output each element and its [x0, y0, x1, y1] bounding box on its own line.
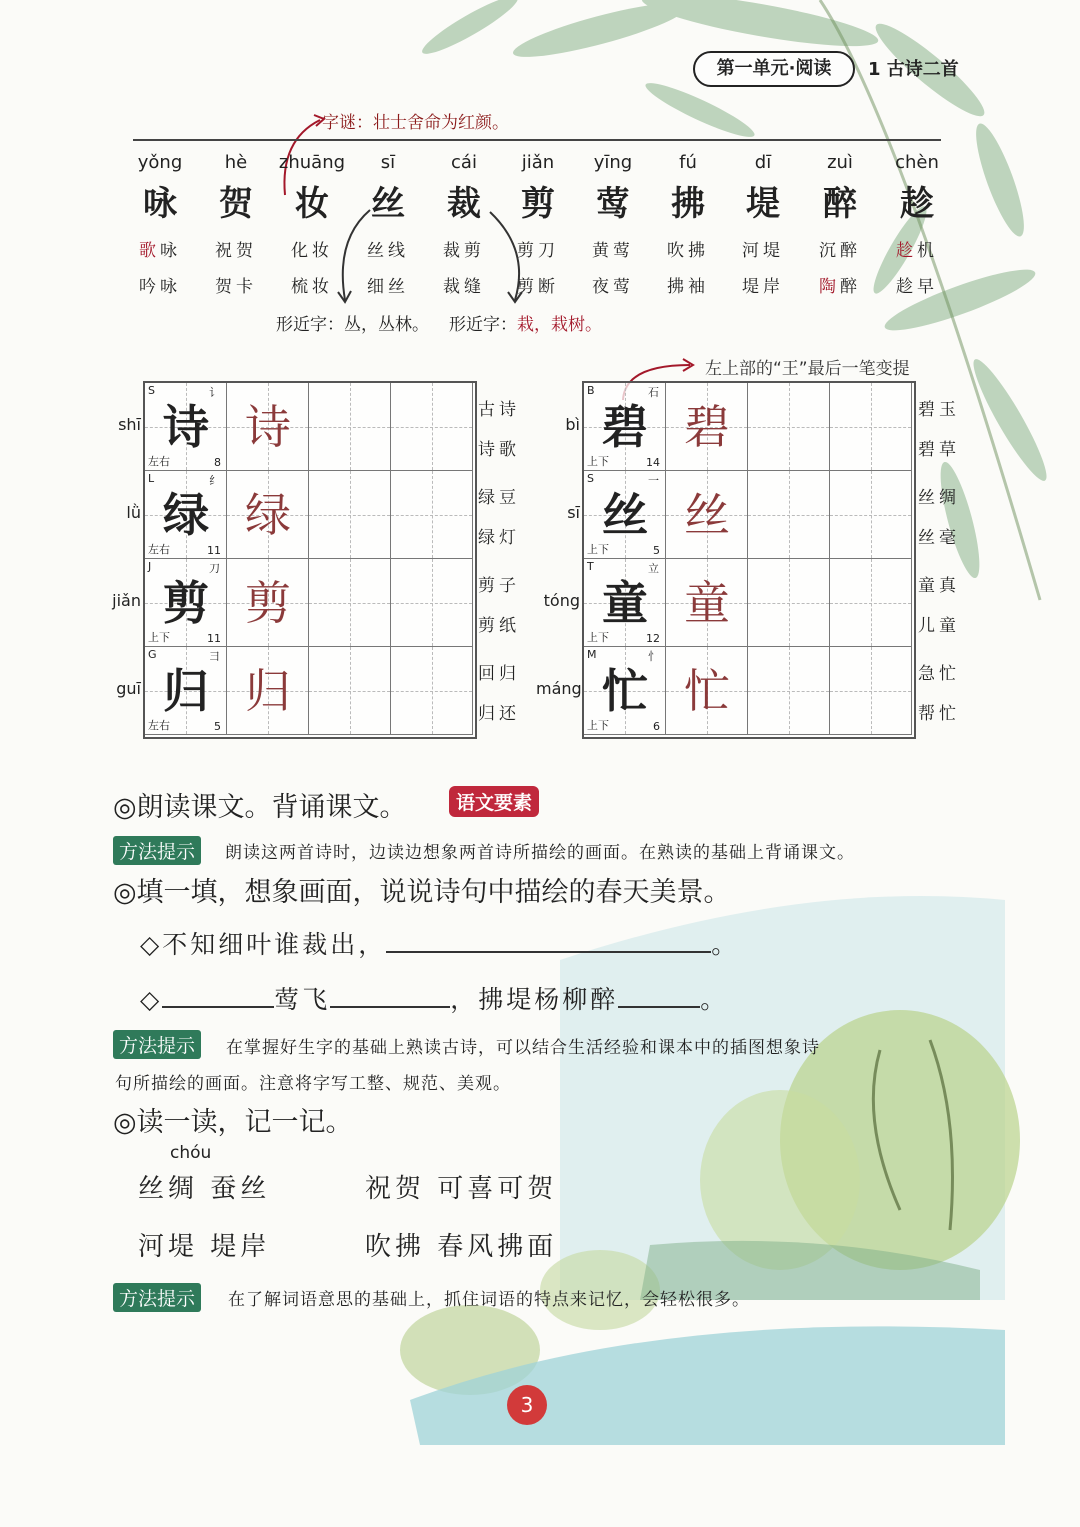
trace-char: 丝 — [684, 488, 730, 542]
practice-word: 帮忙 — [918, 704, 960, 724]
fill-line-1 — [140, 925, 739, 961]
practice-word: 绿豆 — [478, 488, 520, 508]
stroke-count: 5 — [653, 544, 660, 557]
word-red: 趁机 — [896, 241, 938, 261]
char-structure: 左右 — [148, 455, 170, 468]
index-letter: M — [587, 648, 597, 661]
fill-prefix: ◇ — [140, 985, 163, 1014]
fill-mid: 莺飞 — [274, 985, 331, 1014]
pinyin: yīng — [593, 152, 633, 173]
trace-char: 剪 — [245, 576, 291, 630]
char-pinyin: bì — [565, 415, 580, 434]
char-structure: 上下 — [587, 719, 609, 732]
similar-char-note-b — [449, 310, 602, 335]
word: 梳妆 — [291, 277, 333, 297]
note-chars: 丛，丛林。 — [344, 315, 429, 335]
new-char: 莺 — [596, 184, 630, 224]
word: 贺卡 — [215, 277, 257, 297]
pinyin: sī — [380, 152, 396, 173]
char-pinyin: máng — [536, 679, 582, 698]
word-red: 陶醉 — [819, 277, 861, 297]
note-label: 形近字： — [276, 315, 344, 335]
practice-cell[interactable] — [309, 383, 391, 471]
practice-word: 回归 — [478, 664, 520, 684]
pinyin: jiǎn — [521, 152, 555, 173]
index-letter: S — [148, 384, 155, 397]
radical: 一 — [648, 474, 659, 487]
char-pinyin: jiǎn — [112, 591, 141, 610]
vocab-group: 祝贺 可喜可贺 — [365, 1174, 558, 1204]
word: 吹拂 — [667, 241, 709, 261]
model-char-cell — [145, 559, 227, 647]
char-structure: 左右 — [148, 543, 170, 556]
index-letter: G — [148, 648, 157, 661]
method-tip-text: 在了解词语意思的基础上，抓住词语的特点来记忆，会轻松很多。 — [228, 1290, 750, 1310]
new-char: 剪 — [521, 184, 555, 224]
stroke-count: 6 — [653, 720, 660, 733]
radical: 立 — [648, 562, 659, 575]
word: 裁剪 — [443, 241, 485, 261]
note-label: 形近字： — [449, 315, 517, 335]
practice-word: 碧玉 — [918, 400, 960, 420]
word: 细丝 — [367, 277, 409, 297]
answer-blank[interactable] — [618, 984, 700, 1008]
trace-char-cell — [227, 471, 309, 559]
trace-char: 归 — [245, 664, 291, 718]
model-char: 忙 — [602, 664, 648, 718]
practice-cell[interactable] — [391, 647, 473, 735]
trace-char-cell — [227, 559, 309, 647]
answer-blank[interactable] — [330, 984, 450, 1008]
model-char: 碧 — [602, 400, 648, 454]
stroke-count: 5 — [214, 720, 221, 733]
pinyin: fú — [679, 152, 697, 173]
practice-word: 碧草 — [918, 440, 960, 460]
new-char: 堤 — [746, 184, 780, 224]
method-tip-text-cont: 句所描绘的画面。注意将字写工整、规范、美观。 — [115, 1074, 511, 1094]
radical: 刀 — [209, 562, 220, 575]
fill-mid: ，拂堤杨柳醉 — [450, 985, 619, 1014]
stroke-count: 11 — [207, 544, 221, 557]
char-structure: 上下 — [587, 631, 609, 644]
answer-blank[interactable] — [162, 984, 274, 1008]
char-pinyin: sī — [567, 503, 580, 522]
trace-char: 忙 — [684, 664, 730, 718]
index-letter: S — [587, 472, 594, 485]
practice-cell[interactable] — [391, 383, 473, 471]
fill-prefix: ◇不知细叶谁裁出， — [140, 930, 387, 959]
trace-char-cell — [227, 383, 309, 471]
activity-read-recite-title: ◎朗读课文。背诵课文。 — [113, 792, 407, 823]
trace-char-cell — [666, 559, 748, 647]
model-char-cell — [145, 647, 227, 735]
method-tip-text: 在掌握好生字的基础上熟读古诗，可以结合生活经验和课本中的插图想象诗 — [226, 1038, 820, 1058]
practice-cell[interactable] — [830, 559, 912, 647]
char-structure: 左右 — [148, 719, 170, 732]
char-structure: 上下 — [587, 543, 609, 556]
fill-end: 。 — [700, 985, 729, 1014]
pinyin: chèn — [895, 152, 939, 173]
radical: 纟 — [209, 474, 220, 487]
trace-char: 绿 — [245, 488, 291, 542]
model-char-cell — [145, 471, 227, 559]
word: 堤岸 — [742, 277, 784, 297]
method-tip-label: 方法提示 — [113, 1030, 201, 1059]
model-char: 诗 — [163, 400, 209, 454]
char-pinyin: tóng — [543, 591, 580, 610]
new-char: 拂 — [671, 184, 705, 224]
word: 剪断 — [517, 277, 559, 297]
word: 沉醉 — [819, 241, 861, 261]
word: 裁缝 — [443, 277, 485, 297]
index-letter: T — [587, 560, 594, 573]
fill-line-2 — [140, 980, 728, 1016]
similar-char-note-a — [276, 310, 429, 335]
trace-char-cell — [666, 383, 748, 471]
word: 趁早 — [896, 277, 938, 297]
new-char: 丝 — [371, 184, 405, 224]
word-red-part: 趁 — [896, 241, 917, 261]
index-letter: L — [148, 472, 155, 485]
radical: 忄 — [648, 650, 659, 663]
note-chars: 栽，栽树。 — [517, 315, 602, 335]
practice-word: 童真 — [918, 576, 960, 596]
pinyin: zuì — [827, 152, 853, 173]
method-tip-label: 方法提示 — [113, 836, 201, 865]
practice-cell[interactable] — [830, 647, 912, 735]
vocab-group: 丝绸 蚕丝 — [138, 1174, 271, 1204]
practice-word: 丝毫 — [918, 528, 960, 548]
practice-word: 剪纸 — [478, 616, 520, 636]
new-char: 醉 — [823, 184, 857, 224]
practice-cell[interactable] — [391, 559, 473, 647]
new-char: 贺 — [219, 184, 253, 224]
practice-cell[interactable] — [830, 383, 912, 471]
trace-char: 碧 — [684, 400, 730, 454]
practice-cell[interactable] — [391, 471, 473, 559]
character-riddle: 字谜：壮士舍命为红颜。 — [322, 113, 509, 133]
practice-cell[interactable] — [309, 559, 391, 647]
model-char: 剪 — [163, 576, 209, 630]
pinyin: cái — [451, 152, 477, 173]
radical: 讠 — [209, 386, 220, 399]
new-char: 咏 — [143, 184, 177, 224]
radical: 彐 — [209, 650, 220, 663]
new-char: 妆 — [295, 184, 329, 224]
page-number: 3 — [507, 1385, 547, 1425]
trace-char: 童 — [684, 576, 730, 630]
model-char: 丝 — [602, 488, 648, 542]
index-letter: B — [587, 384, 595, 397]
word: 丝线 — [367, 241, 409, 261]
answer-blank[interactable] — [386, 929, 711, 953]
unit-label: 第一单元·阅读 — [693, 51, 855, 87]
char-pinyin: lǜ — [126, 503, 141, 522]
trace-char-cell — [666, 647, 748, 735]
word: 化妆 — [291, 241, 333, 261]
model-char-cell — [145, 383, 227, 471]
word: 河堤 — [742, 241, 784, 261]
practice-cell[interactable] — [748, 471, 830, 559]
practice-cell[interactable] — [748, 647, 830, 735]
fill-end: 。 — [711, 930, 740, 959]
pinyin: dī — [754, 152, 772, 173]
practice-word: 儿童 — [918, 616, 960, 636]
word: 拂袖 — [667, 277, 709, 297]
pinyin: yǒng — [137, 152, 183, 173]
divider — [133, 139, 941, 141]
method-tip-label: 方法提示 — [113, 1283, 201, 1312]
model-char: 童 — [602, 576, 648, 630]
practice-cell[interactable] — [830, 471, 912, 559]
practice-cell[interactable] — [309, 647, 391, 735]
radical: 石 — [648, 386, 659, 399]
word: 吟咏 — [139, 277, 181, 297]
new-char: 裁 — [447, 184, 481, 224]
word: 剪刀 — [517, 241, 559, 261]
practice-word: 剪子 — [478, 576, 520, 596]
model-char: 归 — [163, 664, 209, 718]
similar-char-arrows — [330, 200, 530, 310]
practice-cell[interactable] — [309, 471, 391, 559]
trace-char-cell — [227, 647, 309, 735]
pinyin: hè — [224, 152, 248, 173]
practice-word: 丝绸 — [918, 488, 960, 508]
practice-word: 诗歌 — [478, 440, 520, 460]
word: 黄莺 — [592, 241, 634, 261]
model-char: 绿 — [163, 488, 209, 542]
pinyin: zhuāng — [278, 152, 346, 173]
char-pinyin: shī — [118, 415, 141, 434]
stroke-count: 14 — [646, 456, 660, 469]
practice-cell[interactable] — [748, 383, 830, 471]
char-pinyin: guī — [116, 679, 141, 698]
stroke-count: 12 — [646, 632, 660, 645]
word-red: 歌咏 — [139, 241, 181, 261]
word-red-part: 陶 — [819, 277, 840, 297]
practice-cell[interactable] — [748, 559, 830, 647]
word-red-part: 歌 — [139, 241, 160, 261]
trace-char: 诗 — [245, 400, 291, 454]
practice-word: 归还 — [478, 704, 520, 724]
model-char-cell — [584, 647, 666, 735]
practice-word: 古诗 — [478, 400, 520, 420]
activity-read-remember-title: ◎读一读，记一记。 — [113, 1107, 353, 1138]
lesson-title: 1 古诗二首 — [868, 59, 959, 80]
stroke-count: 8 — [214, 456, 221, 469]
vocab-group: 河堤 堤岸 — [138, 1232, 271, 1262]
language-element-badge: 语文要素 — [449, 786, 539, 817]
chou-pinyin: chóu — [170, 1143, 212, 1163]
word: 夜莺 — [592, 277, 634, 297]
method-tip-text: 朗读这两首诗时，边读边想象两首诗所描绘的画面。在熟读的基础上背诵课文。 — [225, 843, 855, 863]
char-structure: 上下 — [587, 455, 609, 468]
model-char-cell — [584, 559, 666, 647]
word: 祝贺 — [215, 241, 257, 261]
stroke-note: 左上部的“王”最后一笔变提 — [705, 359, 910, 379]
model-char-cell — [584, 383, 666, 471]
char-structure: 上下 — [148, 631, 170, 644]
index-letter: J — [148, 560, 152, 573]
activity-fill-title: ◎填一填，想象画面，说说诗句中描绘的春天美景。 — [113, 877, 731, 908]
practice-word: 急忙 — [918, 664, 960, 684]
new-char: 趁 — [900, 184, 934, 224]
model-char-cell — [584, 471, 666, 559]
stroke-count: 11 — [207, 632, 221, 645]
practice-word: 绿灯 — [478, 528, 520, 548]
vocab-group: 吹拂 春风拂面 — [365, 1232, 558, 1262]
trace-char-cell — [666, 471, 748, 559]
